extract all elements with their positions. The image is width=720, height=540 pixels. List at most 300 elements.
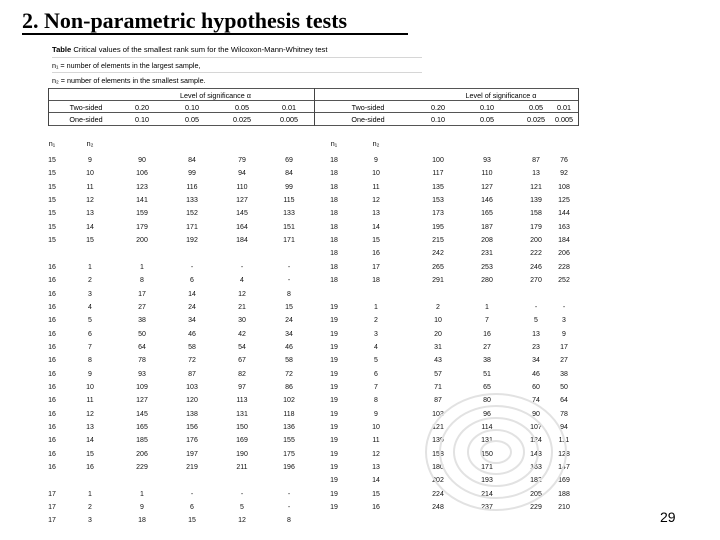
table-cell: 4 <box>240 277 244 285</box>
table-cell: 175 <box>283 450 295 458</box>
table-cell: 270 <box>530 277 542 285</box>
table-cell: 17 <box>560 343 568 351</box>
table-cell: 2 <box>374 317 378 325</box>
header-column-divider <box>314 88 315 126</box>
table-cell: 16 <box>48 370 56 378</box>
table-cell: 19 <box>330 477 338 485</box>
table-cell: 9 <box>88 157 92 164</box>
table-cell: 17 <box>138 290 146 298</box>
table-cell: 20 <box>434 330 442 338</box>
title-underline <box>22 33 408 35</box>
table-cell: 15 <box>285 303 293 311</box>
table-cell: 13 <box>372 210 380 218</box>
table-cell: 8 <box>287 290 291 298</box>
table-cell: 19 <box>330 357 338 365</box>
table-cell: 78 <box>560 410 568 418</box>
table-cell: 108 <box>558 183 570 191</box>
table-cell: 136 <box>283 424 295 431</box>
header-rule <box>48 100 578 101</box>
table-cell: 84 <box>188 157 196 164</box>
table-cell: 15 <box>48 197 56 205</box>
table-cell: 13 <box>372 464 380 472</box>
table-cell: 18 <box>330 223 338 231</box>
table-cell: 15 <box>188 517 196 525</box>
header-rule <box>48 88 578 89</box>
n2-header: n₂ <box>86 139 94 148</box>
table-cell: 17 <box>48 504 56 512</box>
table-cell: 54 <box>238 343 246 351</box>
table-cell: 125 <box>558 197 570 205</box>
table-cell: 150 <box>236 424 248 431</box>
header-column-divider <box>578 88 579 126</box>
table-cell: 18 <box>330 170 338 178</box>
table-cell: 16 <box>86 464 94 472</box>
table-cell: - <box>534 303 538 311</box>
table-cell: 13 <box>86 210 94 218</box>
table-cell: 5 <box>534 317 538 325</box>
table-cell: 80 <box>483 397 491 405</box>
table-cell: 18 <box>330 210 338 218</box>
table-cell: 165 <box>481 210 493 218</box>
table-cell: 1 <box>485 303 489 311</box>
table-cell: 242 <box>432 250 444 258</box>
table-cell: 158 <box>432 450 444 458</box>
table-cell: 87 <box>532 157 540 164</box>
table-cell: 19 <box>330 397 338 405</box>
table-cell: 155 <box>283 437 295 445</box>
one-sided-alpha: 0.025 <box>233 115 251 124</box>
table-cell: 94 <box>560 424 568 431</box>
table-cell: 120 <box>186 397 198 405</box>
table-cell: 139 <box>432 437 444 445</box>
table-cell: 106 <box>136 170 148 178</box>
n1-header: n₁ <box>48 139 56 148</box>
table-cell: 197 <box>186 450 198 458</box>
table-cell: 15 <box>48 223 56 231</box>
table-cell: 18 <box>330 157 338 164</box>
page-number: 29 <box>660 509 676 525</box>
table-cell: 171 <box>283 237 295 245</box>
table-cell: 3 <box>374 330 378 338</box>
table-cell: 34 <box>188 317 196 325</box>
two-sided-alpha: 0.01 <box>557 103 571 112</box>
table-cell: 42 <box>238 330 246 338</box>
table-cell: 23 <box>532 343 540 351</box>
table-cell: 116 <box>186 183 198 191</box>
table-cell: 18 <box>138 517 146 525</box>
table-cell: 15 <box>86 450 94 458</box>
two-sided-alpha: 0.05 <box>235 103 249 112</box>
table-cell: 16 <box>48 290 56 298</box>
one-sided-alpha: 0.025 <box>527 115 545 124</box>
table-cell: 7 <box>485 317 489 325</box>
two-sided-alpha: 0.20 <box>431 103 445 112</box>
table-cell: 158 <box>530 210 542 218</box>
table-cell: 185 <box>136 437 148 445</box>
table-cell: 9 <box>374 157 378 164</box>
caption-text: Critical values of the smallest rank sum for the Wilcoxon-Mann-Whitney test <box>73 45 328 54</box>
table-cell: 78 <box>138 357 146 365</box>
table-cell: 7 <box>374 383 378 391</box>
table-cell: 19 <box>330 303 338 311</box>
table-cell: 12 <box>238 517 246 525</box>
table-cell: 67 <box>238 357 246 365</box>
table-cell: 103 <box>432 410 444 418</box>
table-cell: 90 <box>138 157 146 164</box>
note-n1: n₁ = number of elements in the largest sample, <box>52 61 201 70</box>
table-cell: - <box>287 490 291 498</box>
table-cell: 12 <box>238 290 246 298</box>
table-cell: 7 <box>88 343 92 351</box>
table-cell: - <box>190 263 194 271</box>
table-cell: 15 <box>48 170 56 178</box>
table-cell: 156 <box>186 424 198 431</box>
table-cell: 30 <box>238 317 246 325</box>
table-cell: 193 <box>481 477 493 485</box>
n2-header: n₂ <box>372 139 380 148</box>
table-cell: 16 <box>48 397 56 405</box>
table-cell: 6 <box>190 277 194 285</box>
table-cell: 127 <box>136 397 148 405</box>
table-cell: 18 <box>330 237 338 245</box>
table-cell: 163 <box>558 223 570 231</box>
table-cell: 139 <box>530 197 542 205</box>
table-cell: - <box>562 303 566 311</box>
caption-label: Table <box>52 45 72 54</box>
table-cell: 16 <box>48 410 56 418</box>
table-cell: 121 <box>432 424 444 431</box>
level-of-significance-heading: Level of significance α <box>180 91 251 100</box>
table-cell: 15 <box>372 490 380 498</box>
table-cell: 16 <box>48 383 56 391</box>
table-cell: 103 <box>186 383 198 391</box>
one-sided-alpha: 0.05 <box>480 115 494 124</box>
table-cell: 195 <box>432 223 444 231</box>
table-cell: 46 <box>188 330 196 338</box>
table-cell: 16 <box>48 330 56 338</box>
table-cell: 51 <box>483 370 491 378</box>
table-cell: - <box>287 504 291 512</box>
table-cell: 5 <box>374 357 378 365</box>
table-cell: 19 <box>330 370 338 378</box>
table-cell: 64 <box>560 397 568 405</box>
table-cell: 205 <box>530 490 542 498</box>
table-cell: 60 <box>532 383 540 391</box>
table-cell: 12 <box>86 410 94 418</box>
table-cell: 11 <box>372 183 380 191</box>
table-cell: 38 <box>560 370 568 378</box>
table-cell: 147 <box>558 464 570 472</box>
table-cell: 237 <box>481 504 493 512</box>
table-cell: 196 <box>283 464 295 472</box>
table-cell: 16 <box>48 424 56 431</box>
table-cell: 3 <box>88 290 92 298</box>
table-cell: 252 <box>558 277 570 285</box>
table-cell: 18 <box>330 263 338 271</box>
table-cell: 18 <box>330 183 338 191</box>
table-cell: 10 <box>372 170 380 178</box>
table-cell: 8 <box>88 357 92 365</box>
table-cell: 87 <box>188 370 196 378</box>
table-cell: 176 <box>186 437 198 445</box>
table-cell: 171 <box>186 223 198 231</box>
one-sided-alpha: 0.10 <box>135 115 149 124</box>
table-cell: 17 <box>48 517 56 525</box>
table-cell: 46 <box>532 370 540 378</box>
table-cell: 19 <box>330 343 338 351</box>
table-cell: 6 <box>88 330 92 338</box>
table-cell: 8 <box>374 397 378 405</box>
table-cell: 18 <box>330 197 338 205</box>
table-cell: 50 <box>560 383 568 391</box>
table-cell: 9 <box>88 370 92 378</box>
table-cell: 135 <box>432 183 444 191</box>
table-cell: 19 <box>330 424 338 431</box>
table-cell: 19 <box>330 504 338 512</box>
two-sided-label: Two-sided <box>69 103 103 112</box>
table-cell: 34 <box>532 357 540 365</box>
table-cell: 192 <box>186 237 198 245</box>
table-cell: 38 <box>138 317 146 325</box>
table-cell: 10 <box>86 383 94 391</box>
table-cell: 19 <box>330 330 338 338</box>
table-cell: 16 <box>372 504 380 512</box>
table-cell: 19 <box>330 450 338 458</box>
table-cell: 18 <box>372 277 380 285</box>
table-cell: 4 <box>88 303 92 311</box>
header-rule <box>48 125 578 126</box>
table-cell: 24 <box>285 317 293 325</box>
table-cell: 169 <box>558 477 570 485</box>
table-cell: 16 <box>48 263 56 271</box>
table-cell: 14 <box>86 437 94 445</box>
table-cell: 16 <box>48 357 56 365</box>
table-cell: 86 <box>285 383 293 391</box>
two-sided-alpha: 0.10 <box>480 103 494 112</box>
table-cell: 9 <box>562 330 566 338</box>
table-cell: 1 <box>374 303 378 311</box>
table-cell: 171 <box>481 464 493 472</box>
table-cell: 96 <box>483 410 491 418</box>
table-cell: 179 <box>136 223 148 231</box>
table-cell: 18 <box>330 250 338 258</box>
table-cell: 43 <box>434 357 442 365</box>
table-cell: 152 <box>186 210 198 218</box>
table-cell: 10 <box>434 317 442 325</box>
table-cell: 114 <box>481 424 493 431</box>
table-cell: - <box>240 490 244 498</box>
critical-values-table-image <box>38 36 580 532</box>
table-header <box>38 36 580 148</box>
table-cell: 19 <box>330 383 338 391</box>
table-cell: 65 <box>483 383 491 391</box>
table-cell: 19 <box>330 464 338 472</box>
table-cell: - <box>190 490 194 498</box>
table-cell: 16 <box>48 343 56 351</box>
table-cell: 8 <box>140 277 144 285</box>
table-cell: - <box>240 263 244 271</box>
table-cell: 100 <box>432 157 444 164</box>
table-cell: 16 <box>372 250 380 258</box>
table-cell: 215 <box>432 237 444 245</box>
two-sided-alpha: 0.05 <box>529 103 543 112</box>
table-cell: 151 <box>283 223 295 231</box>
header-column-divider <box>48 88 49 126</box>
table-cell: 79 <box>238 157 246 164</box>
table-cell: 15 <box>372 237 380 245</box>
table-cell: 15 <box>48 183 56 191</box>
two-sided-alpha: 0.01 <box>282 103 296 112</box>
one-sided-label: One-sided <box>351 115 385 124</box>
table-cell: 118 <box>283 410 295 418</box>
two-sided-alpha: 0.20 <box>135 103 149 112</box>
table-cell: 3 <box>88 517 92 525</box>
table-cell: 84 <box>285 170 293 178</box>
table-cell: 13 <box>86 424 94 431</box>
table-cell: 15 <box>48 237 56 245</box>
table-cell: 107 <box>530 424 542 431</box>
table-cell: 141 <box>136 197 148 205</box>
table-cell: 115 <box>283 197 295 205</box>
one-sided-alpha: 0.05 <box>185 115 199 124</box>
two-sided-label: Two-sided <box>351 103 385 112</box>
table-cell: 6 <box>190 504 194 512</box>
table-cell: - <box>287 263 291 271</box>
table-cell: 16 <box>48 317 56 325</box>
one-sided-alpha: 0.005 <box>555 115 573 124</box>
level-of-significance-heading: Level of significance α <box>465 91 537 100</box>
table-cell: 97 <box>238 383 246 391</box>
table-cell: 90 <box>532 410 540 418</box>
table-cell: 15 <box>48 210 56 218</box>
table-cell: 202 <box>432 477 444 485</box>
table-cell: 173 <box>432 210 444 218</box>
table-cell: 265 <box>432 263 444 271</box>
table-cell: 110 <box>481 170 493 178</box>
table-cell: 82 <box>238 370 246 378</box>
table-cell: 99 <box>285 183 293 191</box>
table-cell: 124 <box>530 437 542 445</box>
table-cell: 109 <box>136 383 148 391</box>
table-cell: 188 <box>558 490 570 498</box>
table-cell: 16 <box>48 277 56 285</box>
table-cell: 150 <box>481 450 493 458</box>
table-cell: 111 <box>558 437 570 445</box>
table-cell: 144 <box>558 210 570 218</box>
table-cell: 1 <box>140 263 144 271</box>
table-cell: 16 <box>48 464 56 472</box>
table-cell: 121 <box>530 183 542 191</box>
table-cell: 10 <box>86 170 94 178</box>
table-cell: 12 <box>86 197 94 205</box>
table-cell: 210 <box>558 504 570 512</box>
table-cell: 208 <box>481 237 493 245</box>
table-cell: 19 <box>330 490 338 498</box>
table-cell: 222 <box>530 250 542 258</box>
table-cell: 46 <box>285 343 293 351</box>
table-cell: 3 <box>562 317 566 325</box>
table-cell: 248 <box>432 504 444 512</box>
table-cell: 18 <box>330 277 338 285</box>
table-cell: 224 <box>432 490 444 498</box>
table-cell: 50 <box>138 330 146 338</box>
table-cell: 24 <box>188 303 196 311</box>
table-cell: 253 <box>481 263 493 271</box>
table-cell: 58 <box>188 343 196 351</box>
table-cell: 1 <box>140 490 144 498</box>
table-cell: 145 <box>136 410 148 418</box>
table-cell: 133 <box>283 210 295 218</box>
table-cell: 16 <box>483 330 491 338</box>
table-cell: 2 <box>88 277 92 285</box>
table-cell: 1 <box>88 490 92 498</box>
table-cell: 5 <box>88 317 92 325</box>
table-cell: 206 <box>558 250 570 258</box>
table-cell: 16 <box>48 303 56 311</box>
table-cell: - <box>287 277 291 285</box>
table-cell: 291 <box>432 277 444 285</box>
table-cell: 8 <box>287 517 291 525</box>
table-cell: 27 <box>483 343 491 351</box>
table-cell: 128 <box>558 450 570 458</box>
table-cell: 200 <box>530 237 542 245</box>
table-cell: 127 <box>236 197 248 205</box>
table-cell: 246 <box>530 263 542 271</box>
table-cell: 163 <box>530 464 542 472</box>
table-cell: 12 <box>372 197 380 205</box>
table-cell: 11 <box>372 437 380 445</box>
table-cell: 113 <box>236 397 248 405</box>
table-cell: 17 <box>372 263 380 271</box>
table-cell: 16 <box>48 437 56 445</box>
table-cell: 179 <box>530 223 542 231</box>
table-cell: 280 <box>481 277 493 285</box>
table-cell: 17 <box>48 490 56 498</box>
table-cell: 200 <box>136 237 148 245</box>
table-cell: 180 <box>432 464 444 472</box>
two-sided-alpha: 0.10 <box>185 103 199 112</box>
table-cell: 131 <box>236 410 248 418</box>
table-cell: 146 <box>481 197 493 205</box>
table-cell: 76 <box>560 157 568 164</box>
table-cell: 5 <box>240 504 244 512</box>
table-cell: 123 <box>136 183 148 191</box>
table-cell: 165 <box>136 424 148 431</box>
note-n2: n₂ = number of elements in the smallest sample. <box>52 76 206 85</box>
table-cell: 69 <box>285 157 293 164</box>
one-sided-alpha: 0.005 <box>280 115 298 124</box>
table-cell: 145 <box>236 210 248 218</box>
table-cell: 99 <box>188 170 196 178</box>
table-cell: 117 <box>432 170 444 178</box>
table-cell: 27 <box>138 303 146 311</box>
table-cell: 19 <box>330 317 338 325</box>
table-cell: 14 <box>188 290 196 298</box>
table-cell: 211 <box>236 464 248 472</box>
table-cell: 9 <box>140 504 144 512</box>
table-cell: 93 <box>483 157 491 164</box>
table-cell: 143 <box>530 450 542 458</box>
table-cell: 21 <box>238 303 246 311</box>
table-cell: 229 <box>136 464 148 472</box>
table-cell: 169 <box>236 437 248 445</box>
table-cell: 58 <box>285 357 293 365</box>
table-cell: 184 <box>236 237 248 245</box>
table-cell: 190 <box>236 450 248 458</box>
slide-title: 2. Non-parametric hypothesis tests <box>22 8 348 33</box>
table-cell: 13 <box>532 330 540 338</box>
table-cell: 72 <box>188 357 196 365</box>
